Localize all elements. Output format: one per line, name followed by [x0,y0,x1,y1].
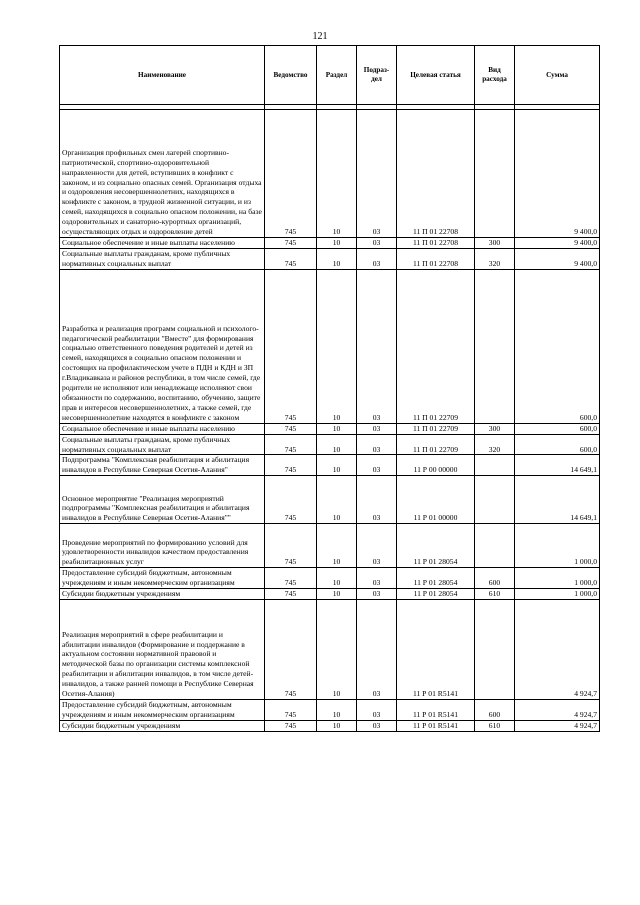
row-target-article: 11 Р 01 28054 [397,589,475,600]
row-subsection: 03 [357,599,397,699]
table-row [60,238,600,249]
row-section: 10 [317,455,357,476]
table-row [60,699,600,720]
row-subsection: 03 [357,720,397,731]
row-amount: 1 000,0 [515,589,600,600]
row-target-article: 11 Р 01 R5141 [397,720,475,731]
table-row [60,589,600,600]
row-expense-type [475,524,515,568]
row-amount: 9 400,0 [515,110,600,238]
row-target-article: 11 П 01 22709 [397,434,475,455]
row-name: Основное мероприятие "Реализация мероприятий подпрограммы "Комплексная реабилитация и абилитация инвалидов в Республике Северная Осетия-Алания"" [60,476,265,524]
row-department: 745 [265,476,317,524]
budget-table [59,45,600,732]
table-row [60,599,600,699]
row-target-article: 11 П 01 22709 [397,423,475,434]
row-expense-type [475,455,515,476]
header-amount: Сумма [515,46,600,105]
header-subsection: Подраз- дел [357,46,397,105]
row-department: 745 [265,110,317,238]
row-name: Проведение мероприятий по формированию условий для удовлетворенности инвалидов качеством предоставления реабилитационных услуг [60,524,265,568]
row-section: 10 [317,476,357,524]
row-name: Социальное обеспечение и иные выплаты населению [60,423,265,434]
row-section: 10 [317,568,357,589]
row-subsection: 03 [357,248,397,269]
row-expense-type: 300 [475,238,515,249]
header-name: Наименование [60,46,265,105]
row-amount: 9 400,0 [515,238,600,249]
table-row [60,269,600,423]
row-target-article: 11 Р 01 28054 [397,568,475,589]
row-target-article: 11 Р 01 R5141 [397,699,475,720]
row-expense-type [475,476,515,524]
row-amount: 14 649,1 [515,455,600,476]
table-row [60,248,600,269]
row-expense-type: 600 [475,568,515,589]
row-section: 10 [317,699,357,720]
table-row [60,434,600,455]
row-department: 745 [265,599,317,699]
row-subsection: 03 [357,455,397,476]
row-department: 745 [265,589,317,600]
row-department: 745 [265,699,317,720]
table-row [60,110,600,238]
row-name: Социальное обеспечение и иные выплаты населению [60,238,265,249]
table-header-row [60,46,600,105]
row-expense-type: 320 [475,434,515,455]
row-subsection: 03 [357,589,397,600]
row-department: 745 [265,269,317,423]
row-expense-type: 300 [475,423,515,434]
page-number: 121 [312,31,328,42]
table-row [60,568,600,589]
row-name: Социальные выплаты гражданам, кроме публичных нормативных социальных выплат [60,248,265,269]
table-row [60,524,600,568]
row-department: 745 [265,434,317,455]
row-section: 10 [317,423,357,434]
table-row [60,455,600,476]
row-department: 745 [265,238,317,249]
table-row [60,423,600,434]
row-section: 10 [317,434,357,455]
row-expense-type [475,599,515,699]
row-subsection: 03 [357,423,397,434]
row-name: Предоставление субсидий бюджетным, автономным учреждениям и иным некоммерческим организациям [60,568,265,589]
row-amount: 600,0 [515,434,600,455]
row-target-article: 11 П 01 22708 [397,110,475,238]
table-row [60,720,600,731]
row-expense-type: 610 [475,720,515,731]
row-subsection: 03 [357,110,397,238]
row-subsection: 03 [357,568,397,589]
row-amount: 4 924,7 [515,720,600,731]
row-amount: 1 000,0 [515,524,600,568]
header-expense-type: Вид расхода [475,46,515,105]
row-amount: 4 924,7 [515,599,600,699]
row-department: 745 [265,568,317,589]
row-amount: 9 400,0 [515,248,600,269]
row-name: Предоставление субсидий бюджетным, автономным учреждениям и иным некоммерческим организациям [60,699,265,720]
row-target-article: 11 П 01 22708 [397,248,475,269]
row-subsection: 03 [357,269,397,423]
row-amount: 600,0 [515,423,600,434]
row-name: Субсидии бюджетным учреждениям [60,589,265,600]
row-target-article: 11 Р 01 R5141 [397,599,475,699]
row-target-article: 11 Р 00 00000 [397,455,475,476]
row-amount: 1 000,0 [515,568,600,589]
row-name: Разработка и реализация программ социальной и психолого-педагогической реабилитации "Вместе" для формирования социально ответственного поведения родителей и детей из семей, находящихся в социально опасном положении и состоящих на профилактическом учете в ПДН и КДН и ЗП г.Владикавказа и районов республики, в том числе семей, где родители не исполняют или ненадлежаще исполняют свои обязанности по содержанию, воспитанию, обучению, защите прав и интересов несовершеннолетних, а также семей, где несовершеннолетние находятся в конфликте с законом [60,269,265,423]
row-section: 10 [317,110,357,238]
row-target-article: 11 Р 01 28054 [397,524,475,568]
header-target-article: Целевая статья [397,46,475,105]
header-department: Ведомство [265,46,317,105]
row-target-article: 11 П 01 22708 [397,238,475,249]
row-subsection: 03 [357,699,397,720]
row-name: Организация профильных смен лагерей спортивно-патриотической, спортивно-оздоровительной направленности для детей, вступивших в конфликт с законом, и из социально опасных семей. Организация отдыха и оздоровления несовершеннолетних, находящихся в конфликте с законом, в трудной жизненной ситуации, и из семей, находящихся в социально опасном положении, на базе оздоровительных и санаторно-курортных организаций, осуществляющих отдых и оздоровление детей [60,110,265,238]
row-section: 10 [317,238,357,249]
row-subsection: 03 [357,476,397,524]
row-expense-type [475,110,515,238]
row-section: 10 [317,524,357,568]
row-section: 10 [317,589,357,600]
row-department: 745 [265,248,317,269]
row-amount: 14 649,1 [515,476,600,524]
row-amount: 4 924,7 [515,699,600,720]
header-section: Раздел [317,46,357,105]
row-section: 10 [317,248,357,269]
row-expense-type [475,269,515,423]
table-row [60,476,600,524]
row-section: 10 [317,720,357,731]
row-section: 10 [317,599,357,699]
row-name: Реализация мероприятий в сфере реабилитации и абилитации инвалидов (Формирование и поддержание в актуальном состоянии нормативной правовой и методической базы по организации системы комплексной реабилитации и абилитации инвалидов, в том числе детей-инвалидов, а также ранней помощи в Республике Северная Осетия-Алания) [60,599,265,699]
row-target-article: 11 П 01 22709 [397,269,475,423]
row-expense-type: 320 [475,248,515,269]
row-subsection: 03 [357,434,397,455]
row-expense-type: 610 [475,589,515,600]
row-department: 745 [265,720,317,731]
row-expense-type: 600 [475,699,515,720]
row-name: Социальные выплаты гражданам, кроме публичных нормативных социальных выплат [60,434,265,455]
row-department: 745 [265,524,317,568]
row-department: 745 [265,423,317,434]
row-name: Субсидии бюджетным учреждениям [60,720,265,731]
row-department: 745 [265,455,317,476]
row-amount: 600,0 [515,269,600,423]
row-subsection: 03 [357,238,397,249]
row-name: Подпрограмма "Комплексная реабилитация и абилитация инвалидов в Республике Северная Осетия-Алания" [60,455,265,476]
row-subsection: 03 [357,524,397,568]
row-target-article: 11 Р 01 00000 [397,476,475,524]
row-section: 10 [317,269,357,423]
